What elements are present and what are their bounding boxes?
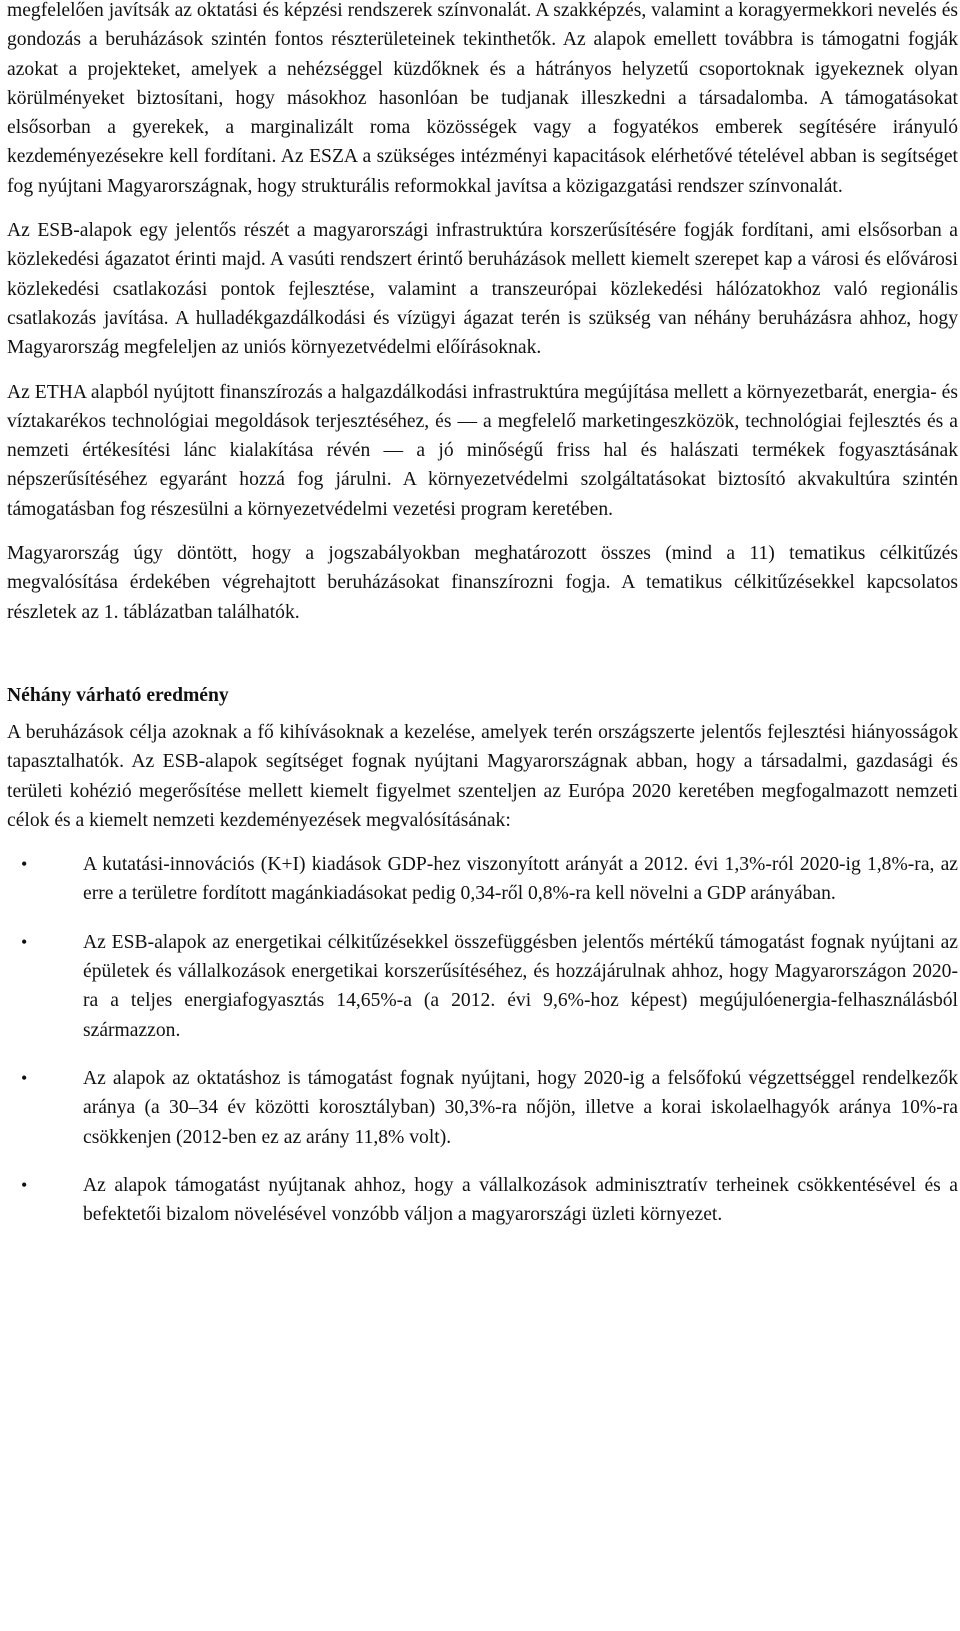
- bullet-text: A kutatási-innovációs (K+I) kiadások GDP-hez viszonyított arányát a 2012. évi 1,3%-ról 2020-ig 1,8%-ra, az erre a területre fordított magánkiadásokat pedig 0,34-ről 0,8%-ra kell növelni a GDP arányában.: [83, 854, 958, 905]
- bullet-icon: •: [21, 1174, 28, 1195]
- paragraph-thematic-objectives: Magyarország úgy döntött, hogy a jogszabályokban meghatározott összes (mind a 11) tematikus célkitűzés megvalósítása érdekében végrehajtott beruházásokat finanszírozni fogja. A tematikus célkitűzésekkel kapcsolatos részletek az 1. táblázatban találhatók.: [7, 543, 958, 623]
- bullet-text: Az alapok támogatást nyújtanak ahhoz, hogy a vállalkozások adminisztratív terheinek csökkentésével és a befektetői bizalom növelésével vonzóbb váljon a magyarországi üzleti környezet.: [83, 1174, 958, 1226]
- bullet-item-energy: [7, 928, 958, 1045]
- paragraph-education: megfelelően javítsák az oktatási és képzési rendszerek színvonalát. A szakképzés, valamint a koragyermekkori nevelés és gondozás a beruházások szintén fontos részterületeinek tekinthetők. Az alapok emellett továbbra is támogatni fogják azokat a projekteket, amelyek a nehézséggel küzdőknek és a hátrányos helyzetű csoportoknak igyekeznek olyan körülményeket biztosítani, hogy másokhoz hasonlóan be tudjanak illeszkedni a társadalomba. A támogatásokat elsősorban a gyerekek, a marginalizált roma közösségek vagy a fogyatékos emberek segítésére irányuló kezdeményezésekre kell fordítani. Az ESZA a szükséges intézményi kapacitások elérhetővé tételével abban is segítséget fog nyújtani Magyarországnak, hogy strukturális reformokkal javítsa a közigazgatási rendszer színvonalát.: [7, 0, 959, 197]
- bullet-text: Az ESB-alapok az energetikai célkitűzésekkel összefüggésben jelentős mértékű támogatást fognak nyújtani az épületek és vállalkozások energetikai korszerűsítéséhez, és hozzájárulnak ahhoz, hogy Magyarországon 2020-ra a teljes energiafogyasztás 14,65%-a (a 2012. évi 9,6%-hoz képest) megújulóenergia-felhasználásból származzon.: [83, 931, 958, 1041]
- bullet-item-education: [7, 1064, 958, 1152]
- section-intro: A beruházások célja azoknak a fő kihívásoknak a kezelése, amelyek terén országszerte jelentős fejlesztési hiányosságok tapasztalhatók. Az ESB-alapok segítséget fognak nyújtani Magyarországnak abban, hogy a társadalmi, gazdasági és területi kohézió megerősítése mellett kiemelt figyelmet szenteljen az Európa 2020 keretében megfogalmazott nemzeti célok és a kiemelt nemzeti kezdeményezések megvalósításának:: [7, 721, 958, 831]
- document-page: [7, 0, 958, 1248]
- bullet-icon: •: [21, 854, 28, 875]
- bullet-item-research: [7, 850, 958, 909]
- bullet-icon: •: [21, 931, 28, 952]
- paragraph-infrastructure: Az ESB-alapok egy jelentős részét a magyarországi infrastruktúra korszerűsítésére fogják fordítani, ami elsősorban a közlekedési ágazatot érinti majd. A vasúti rendszert érintő beruházások mellett kiemelt szerepet kap a városi és elővárosi közlekedési csatlakozási pontok fejlesztése, valamint a transzeurópai közlekedési hálózatokhoz való regionális csatlakozás javítása. A hulladékgazdálkodási és vízügyi ágazat terén is szükség van néhány beruházásra ahhoz, hogy Magyarország megfeleljen az uniós környezetvédelmi előírásoknak.: [7, 220, 958, 359]
- paragraph-etha-fisheries: Az ETHA alapból nyújtott finanszírozás a halgazdálkodási infrastruktúra megújítása mellett a környezetbarát, energia- és víztakarékos technológiai megoldások terjesztéséhez, és — a megfelelő marketingeszközök, technológiai fejlesztés és a nemzeti értékesítési lánc kialakítása révén — a jó minőségű friss hal és halászati termékek fogyasztásának népszerűsítéséhez egyaránt hozzá fog járulni. A környezetvédelmi szolgáltatásokat biztosító akvakultúra szintén támogatásban fog részesülni a környezetvédelmi vezetési program keretében.: [7, 381, 958, 520]
- section-heading: Néhány várható eredmény: [7, 684, 229, 706]
- results-bullet-list: [7, 850, 958, 1229]
- bullet-item-business: [7, 1171, 958, 1230]
- bullet-text: Az alapok az oktatáshoz is támogatást fognak nyújtani, hogy 2020-ig a felsőfokú végzettséggel rendelkezők aránya (a 30–34 év közötti korosztályban) 30,3%-ra nőjön, illetve a korai iskolaelhagyók aránya 10%-ra csökkenjen (2012-ben ez az arány 11,8% volt).: [83, 1067, 958, 1148]
- bullet-icon: •: [21, 1067, 28, 1088]
